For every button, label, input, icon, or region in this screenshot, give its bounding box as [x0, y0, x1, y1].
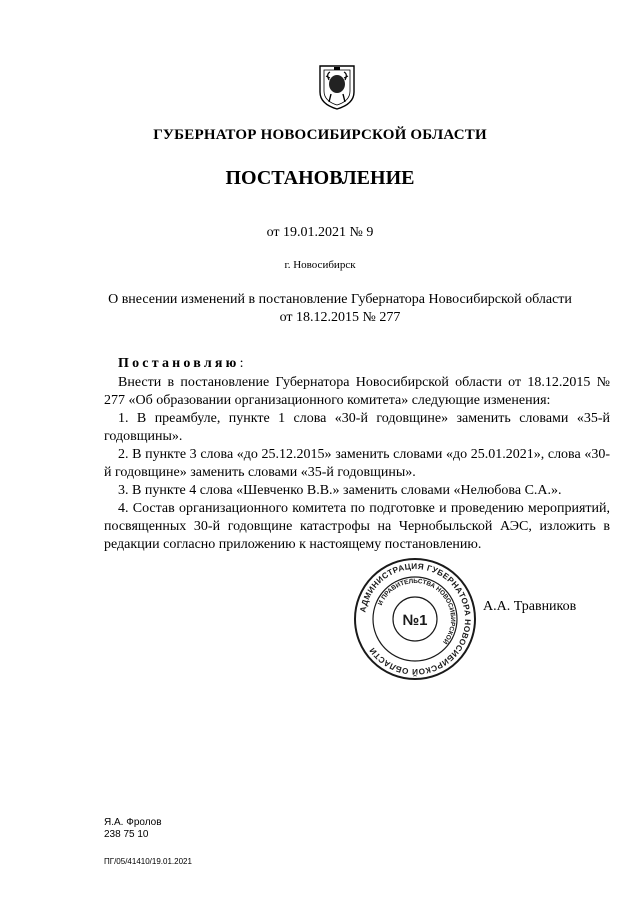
subject-line-1: О внесении изменений в постановление Губернатора Новосибирской области [108, 292, 572, 307]
signatory-name: А.А. Травников [483, 599, 577, 614]
seal-inner-text: И ПРАВИТЕЛЬСТВА НОВОСИБИРСКОЙ [376, 577, 457, 646]
body-intro-paragraph: Внести в постановление Губернатора Новосибирской области от 18.12.2015 № 277 «Об образовании организационного комитета» следующие изменения: [104, 375, 610, 408]
seal-ring-text: АДМИНИСТРАЦИЯ ГУБЕРНАТОРА НОВОСИБИРСКОЙ ОБЛАСТИ [358, 561, 473, 677]
coat-of-arms-emblem [318, 62, 356, 110]
date-number-line: от 19.01.2021 № 9 [266, 225, 374, 240]
executor-block [104, 817, 162, 841]
document-type-title: ПОСТАНОВЛЕНИЕ [225, 167, 415, 189]
document-body [104, 374, 610, 554]
document-registration-code: ПГ/05/41410/19.01.2021 [104, 857, 192, 866]
authority-title: ГУБЕРНАТОР НОВОСИБИРСКОЙ ОБЛАСТИ [153, 127, 487, 143]
body-item-1: 1. В преамбуле, пункте 1 слова «30-й годовщине» заменить словами «35-й годовщины». [104, 411, 610, 444]
resolve-word: Постановляю [118, 356, 240, 371]
subject-line-2: от 18.12.2015 № 277 [279, 310, 401, 325]
body-item-2: 2. В пункте 3 слова «до 25.12.2015» заменить словами «до 25.01.2021», слова «30-й годовщине» заменить словами «35-й годовщины». [104, 447, 610, 480]
resolve-heading [118, 356, 243, 372]
seal-number: №1 [402, 612, 428, 629]
document-subject [90, 291, 590, 327]
executor-name: Я.А. Фролов [104, 817, 162, 828]
executor-phone: 238 75 10 [104, 829, 149, 840]
body-item-3: 3. В пункте 4 слова «Шевченко В.В.» заменить словами «Нелюбова С.А.». [118, 483, 562, 498]
body-item-4: 4. Состав организационного комитета по подготовке и проведению мероприятий, посвященных 30-й годовщине катастрофы на Чернобыльской АЭС, изложить в редакции согласно приложению к настоящему постановлению. [104, 501, 610, 552]
city-line: г. Новосибирск [284, 259, 356, 271]
official-seal-stamp [352, 556, 478, 682]
resolve-colon: : [239, 356, 244, 371]
